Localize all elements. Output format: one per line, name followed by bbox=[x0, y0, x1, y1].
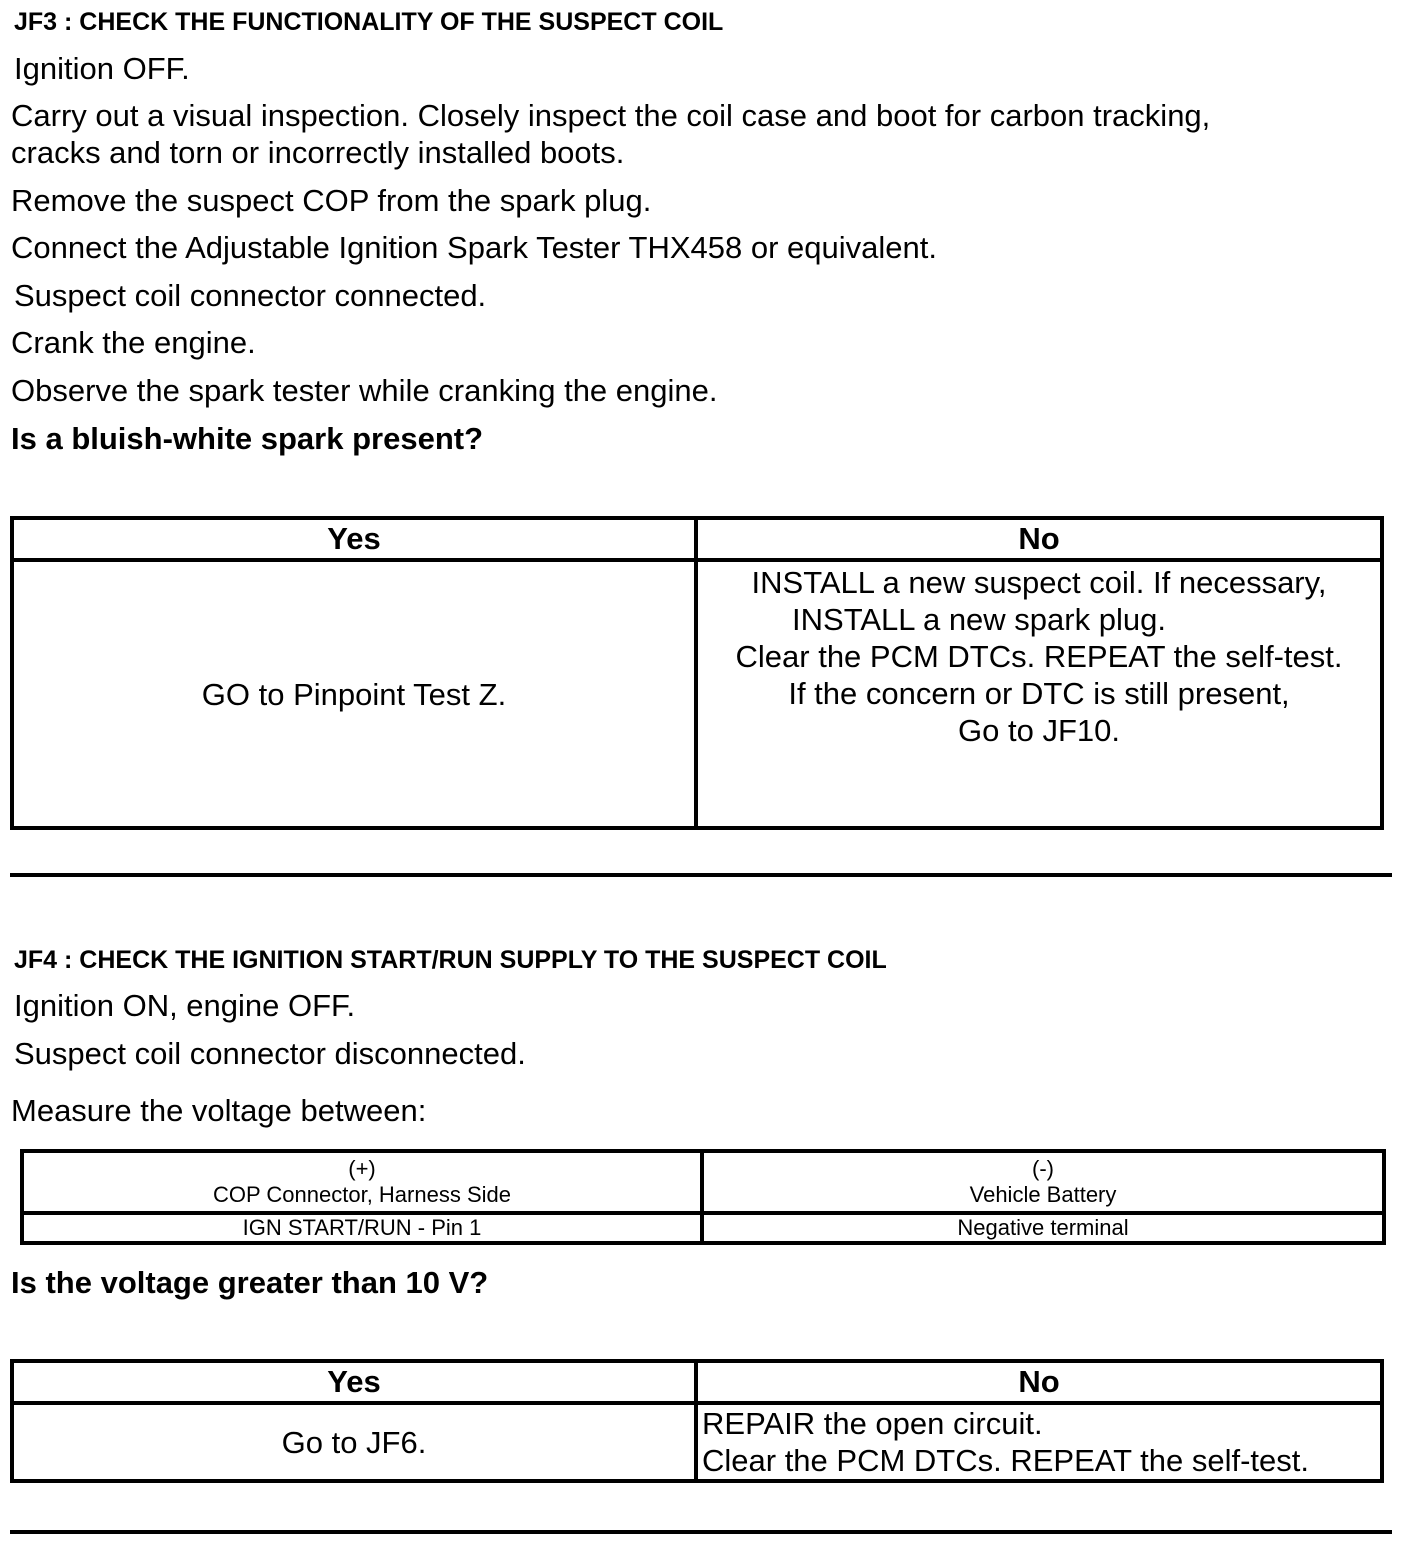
jf4-yes-action: Go to JF6. bbox=[281, 1424, 427, 1460]
jf3-title: JF3 : CHECK THE FUNCTIONALITY OF THE SUSPECT COIL bbox=[14, 8, 724, 36]
jf4-title: JF4 : CHECK THE IGNITION START/RUN SUPPLY TO THE SUSPECT COIL bbox=[14, 946, 887, 974]
jf3-step-connect-tester: Connect the Adjustable Ignition Spark Tester THX458 or equivalent. bbox=[11, 230, 937, 265]
jf3-no-line-3: Clear the PCM DTCs. REPEAT the self-test. bbox=[735, 639, 1343, 674]
jf3-no-line-4: If the concern or DTC is still present, bbox=[788, 676, 1290, 711]
jf3-question: Is a bluish-white spark present? bbox=[11, 421, 484, 456]
meas-positive-value: IGN START/RUN - Pin 1 bbox=[22, 1213, 702, 1243]
jf3-no-line-2: INSTALL a new spark plug. bbox=[792, 602, 1166, 637]
bottom-divider bbox=[10, 1530, 1392, 1534]
jf3-step-remove-cop: Remove the suspect COP from the spark plug. bbox=[11, 183, 652, 218]
jf4-step-measure: Measure the voltage between: bbox=[11, 1093, 427, 1128]
meas-positive-header bbox=[22, 1151, 702, 1213]
jf3-yes-header: Yes bbox=[12, 518, 696, 560]
jf4-measurement-table bbox=[20, 1149, 1386, 1245]
meas-negative-symbol: (-) bbox=[1032, 1156, 1054, 1181]
jf3-no-header: No bbox=[696, 518, 1382, 560]
jf3-step-inspect-2: cracks and torn or incorrectly installed boots. bbox=[11, 135, 625, 170]
jf4-no-line-1: REPAIR the open circuit. bbox=[702, 1406, 1043, 1441]
jf4-no-line-2: Clear the PCM DTCs. REPEAT the self-test. bbox=[702, 1443, 1309, 1478]
jf4-step-ignition: Ignition ON, engine OFF. bbox=[14, 988, 356, 1023]
jf4-step-connector: Suspect coil connector disconnected. bbox=[14, 1036, 526, 1071]
meas-positive-symbol: (+) bbox=[348, 1156, 376, 1181]
jf3-step-observe: Observe the spark tester while cranking the engine. bbox=[11, 373, 718, 408]
jf3-no-cell bbox=[696, 560, 1382, 828]
meas-positive-label: COP Connector, Harness Side bbox=[213, 1182, 511, 1207]
jf3-no-line-5: Go to JF10. bbox=[958, 713, 1120, 748]
jf4-no-header: No bbox=[696, 1361, 1382, 1403]
section-divider bbox=[10, 873, 1392, 877]
jf3-step-connector: Suspect coil connector connected. bbox=[14, 278, 487, 313]
jf3-yes-action: GO to Pinpoint Test Z. bbox=[201, 676, 507, 712]
jf4-no-cell bbox=[696, 1403, 1382, 1481]
meas-negative-header bbox=[702, 1151, 1384, 1213]
jf3-step-crank: Crank the engine. bbox=[11, 325, 256, 360]
jf3-yes-no-table bbox=[10, 516, 1384, 830]
meas-negative-value: Negative terminal bbox=[702, 1213, 1384, 1243]
jf4-question: Is the voltage greater than 10 V? bbox=[11, 1265, 489, 1300]
jf4-yes-header: Yes bbox=[12, 1361, 696, 1403]
jf4-yes-cell bbox=[12, 1403, 696, 1481]
meas-negative-label: Vehicle Battery bbox=[969, 1182, 1117, 1207]
jf3-step-ignition: Ignition OFF. bbox=[14, 51, 190, 86]
jf3-no-line-1: INSTALL a new suspect coil. If necessary, bbox=[751, 565, 1327, 600]
jf3-yes-cell bbox=[12, 560, 696, 828]
jf3-step-inspect-1: Carry out a visual inspection. Closely inspect the coil case and boot for carbon tracking, bbox=[11, 98, 1211, 133]
jf4-yes-no-table bbox=[10, 1359, 1384, 1483]
